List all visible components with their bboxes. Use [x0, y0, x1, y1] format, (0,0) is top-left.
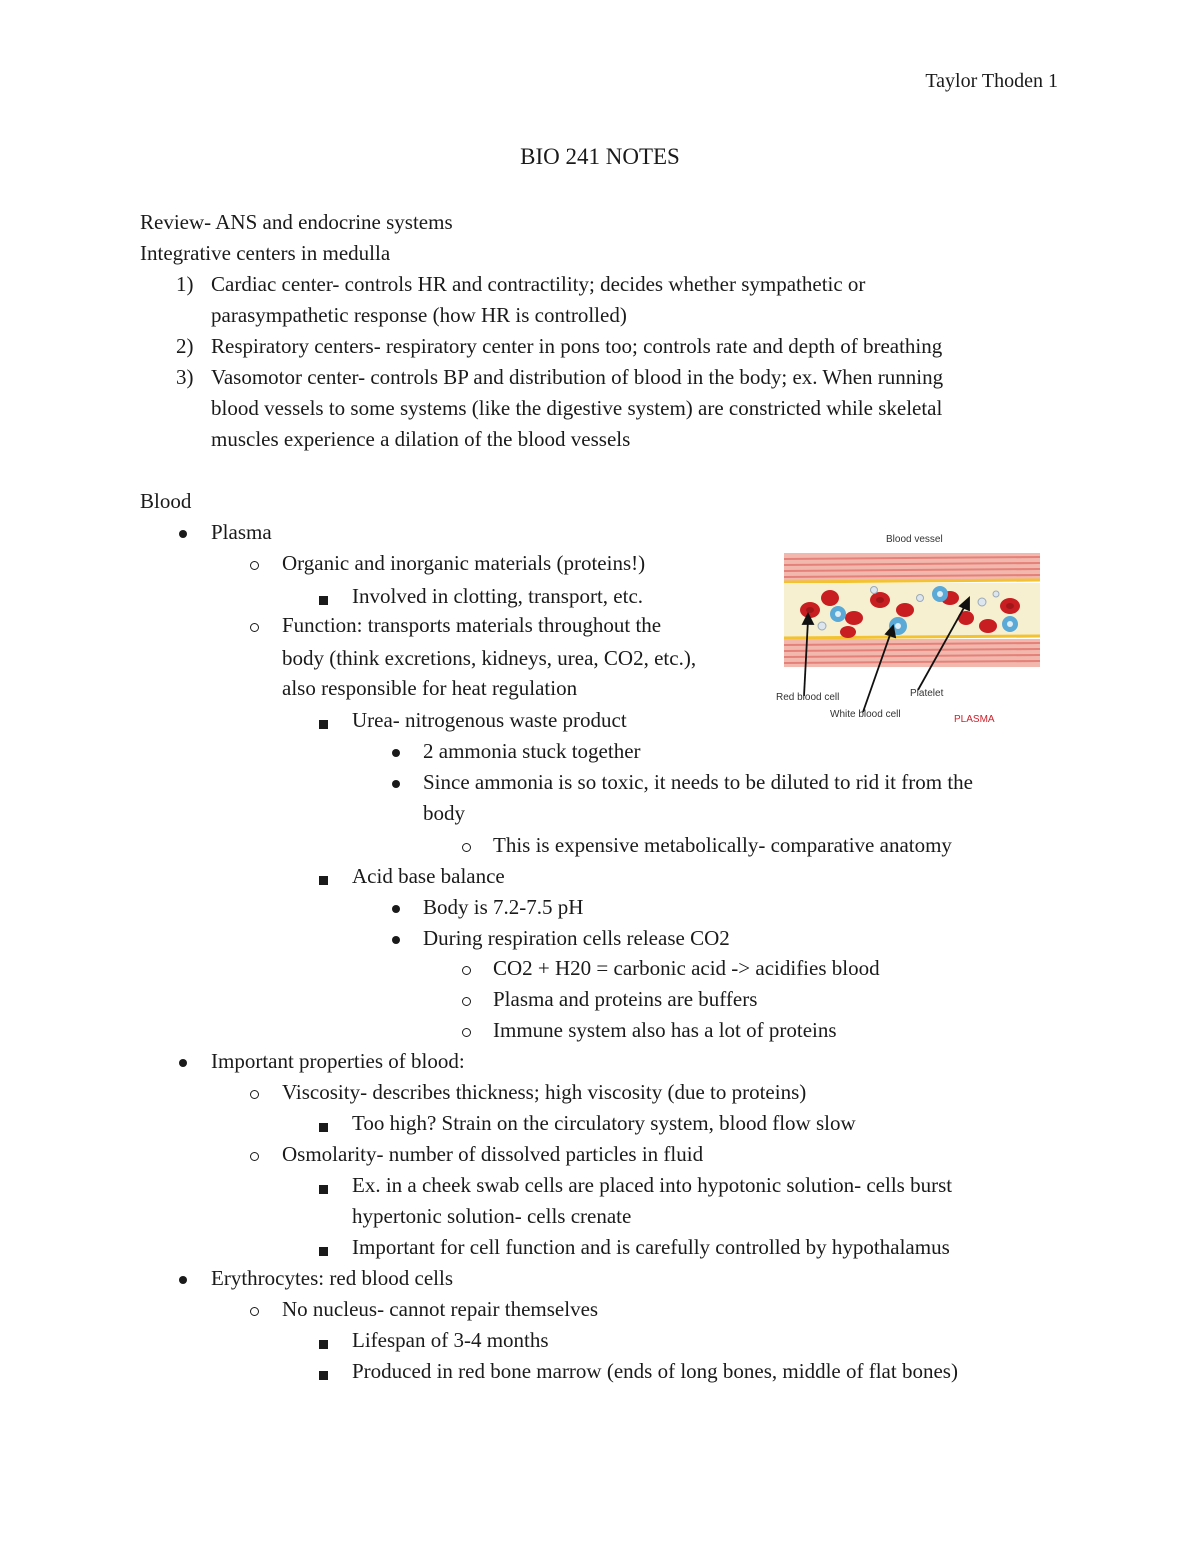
- review-line: Review- ANS and endocrine systems: [140, 210, 453, 234]
- bullet-disc-icon: [179, 530, 187, 538]
- list-number-2: 2): [176, 334, 194, 358]
- label-red-blood-cell: Red blood cell: [776, 692, 840, 703]
- ph-item: Body is 7.2-7.5 pH: [423, 895, 584, 919]
- respiration-item: During respiration cells release CO2: [423, 926, 730, 950]
- blood-vessel-figure: [770, 528, 1050, 733]
- osmolarity-item: Osmolarity- number of dissolved particles in fluid: [282, 1142, 704, 1166]
- buffers-item: Plasma and proteins are buffers: [493, 987, 758, 1011]
- vasomotor-line-1: Vasomotor center- controls BP and distribution of blood in the body; ex. When running: [211, 365, 944, 389]
- expensive-item: This is expensive metabolically- comparative anatomy: [493, 833, 952, 857]
- bullet-square-icon: [319, 720, 328, 729]
- bullet-disc-icon: [392, 936, 400, 944]
- bullet-circle-icon: [250, 1307, 259, 1316]
- bullet-circle-icon: [462, 997, 471, 1006]
- cardiac-line-1: Cardiac center- controls HR and contractility; decides whether sympathetic or: [211, 272, 866, 296]
- too-high-item: Too high? Strain on the circulatory system, blood flow slow: [352, 1111, 856, 1135]
- page-title: BIO 241 NOTES: [520, 144, 680, 169]
- nucleus-item: No nucleus- cannot repair themselves: [282, 1297, 599, 1321]
- plasma-item: Plasma: [211, 520, 272, 544]
- figure-title: Blood vessel: [886, 534, 943, 545]
- bullet-square-icon: [319, 876, 328, 885]
- function-line-1: Function: transports materials throughout the: [282, 613, 662, 637]
- urea-item: Urea- nitrogenous waste product: [352, 708, 627, 732]
- list-number-1: 1): [176, 272, 194, 296]
- erythrocytes-item: Erythrocytes: red blood cells: [211, 1266, 454, 1290]
- bullet-square-icon: [319, 1371, 328, 1380]
- bullet-circle-icon: [250, 623, 259, 632]
- bullet-disc-icon: [392, 780, 400, 788]
- label-platelet: Platelet: [910, 688, 944, 699]
- toxic-line-1: Since ammonia is so toxic, it needs to be diluted to rid it from the: [423, 770, 973, 794]
- bullet-circle-icon: [250, 1152, 259, 1161]
- vessel-inner-line-bottom: [784, 636, 1040, 638]
- vessel-inner-line-top: [784, 580, 1040, 582]
- blood-heading: Blood: [140, 489, 192, 513]
- bullet-square-icon: [319, 596, 328, 605]
- organic-item: Organic and inorganic materials (proteins!): [282, 551, 646, 575]
- label-white-blood-cell: White blood cell: [830, 709, 901, 720]
- bullet-circle-icon: [462, 843, 471, 852]
- properties-item: Important properties of blood:: [211, 1049, 465, 1073]
- co2-item: CO2 + H20 = carbonic acid -> acidifies blood: [493, 956, 880, 980]
- bullet-circle-icon: [250, 561, 259, 570]
- cheek-line-1: Ex. in a cheek swab cells are placed into hypotonic solution- cells burst: [352, 1173, 953, 1197]
- bullet-disc-icon: [392, 905, 400, 913]
- lifespan-item: Lifespan of 3-4 months: [352, 1328, 549, 1352]
- bullet-circle-icon: [462, 966, 471, 975]
- bullet-circle-icon: [250, 1090, 259, 1099]
- bullet-circle-icon: [462, 1028, 471, 1037]
- label-plasma: PLASMA: [954, 714, 995, 725]
- acid-base-item: Acid base balance: [352, 864, 505, 888]
- function-line-2: body (think excretions, kidneys, urea, CO2, etc.),: [282, 646, 697, 670]
- list-number-3: 3): [176, 365, 194, 389]
- marrow-item: Produced in red bone marrow (ends of long bones, middle of flat bones): [352, 1359, 958, 1383]
- immune-item: Immune system also has a lot of proteins: [493, 1018, 837, 1042]
- cell-function-item: Important for cell function and is carefully controlled by hypothalamus: [352, 1235, 950, 1259]
- function-line-3: also responsible for heat regulation: [282, 676, 578, 700]
- toxic-line-2: body: [423, 801, 465, 825]
- bullet-disc-icon: [392, 749, 400, 757]
- bullet-square-icon: [319, 1185, 328, 1194]
- clotting-item: Involved in clotting, transport, etc.: [352, 584, 644, 608]
- cardiac-line-2: parasympathetic response (how HR is controlled): [211, 303, 627, 327]
- vasomotor-line-3: muscles experience a dilation of the blood vessels: [211, 427, 631, 451]
- bullet-disc-icon: [179, 1059, 187, 1067]
- page-header-author: Taylor Thoden 1: [925, 70, 1058, 92]
- viscosity-item: Viscosity- describes thickness; high viscosity (due to proteins): [282, 1080, 807, 1104]
- vasomotor-line-2: blood vessels to some systems (like the digestive system) are constricted while skeletal: [211, 396, 943, 420]
- integrative-heading: Integrative centers in medulla: [140, 241, 391, 265]
- bullet-square-icon: [319, 1123, 328, 1132]
- bullet-square-icon: [319, 1247, 328, 1256]
- cheek-line-2: hypertonic solution- cells crenate: [352, 1204, 632, 1228]
- bullet-square-icon: [319, 1340, 328, 1349]
- respiratory-line: Respiratory centers- respiratory center in pons too; controls rate and depth of breathing: [211, 334, 943, 358]
- ammonia-item: 2 ammonia stuck together: [423, 739, 641, 763]
- bullet-disc-icon: [179, 1276, 187, 1284]
